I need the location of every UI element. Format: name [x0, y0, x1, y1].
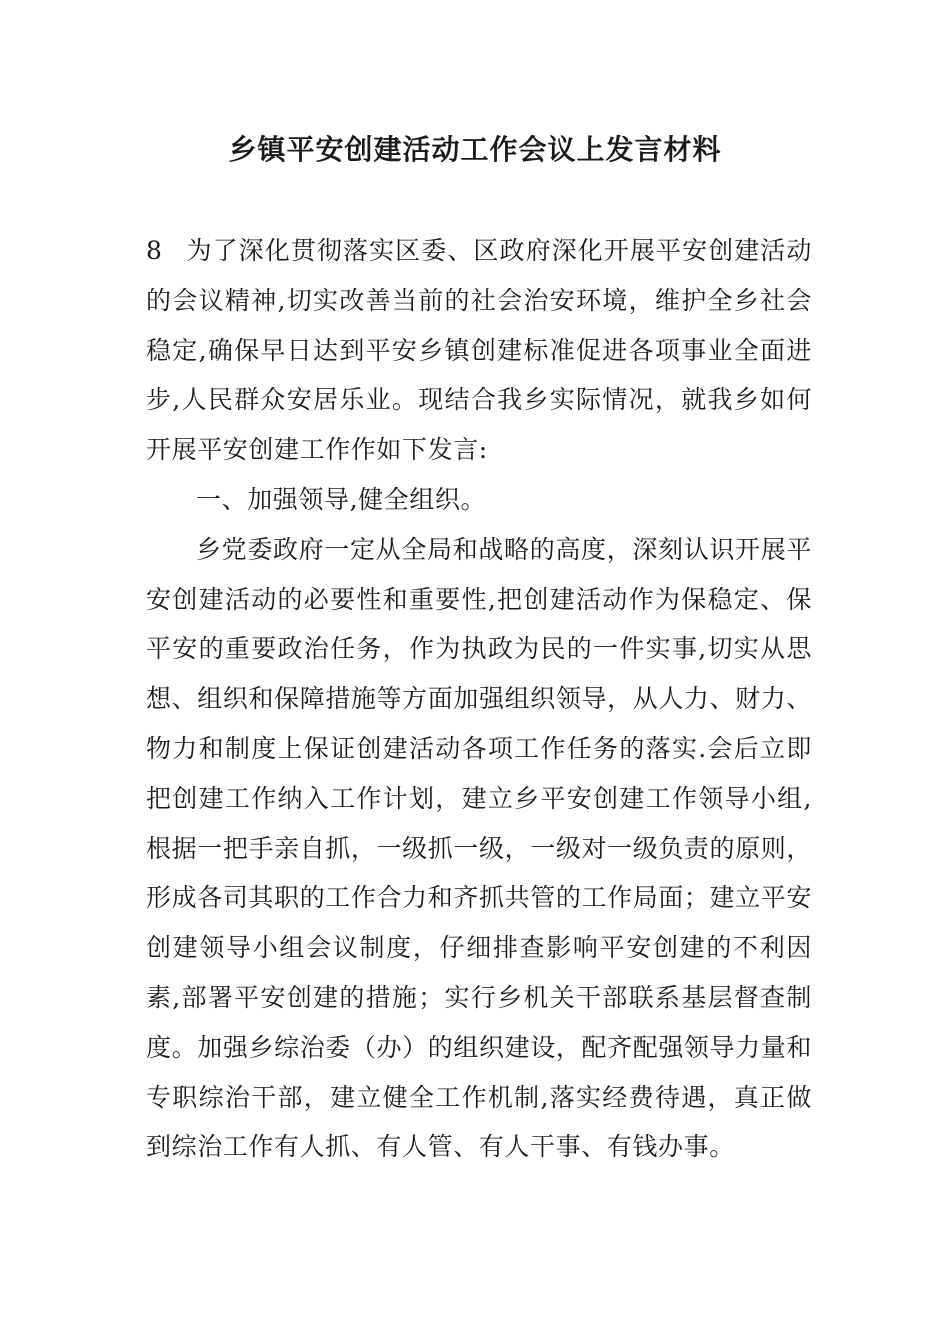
- intro-text: 为了深化贯彻落实区委、区政府深化开展平安创建活动的会议精神,切实改善当前的社会治安环境，维护全乡社会稳定,确保早日达到平安乡镇创建标准促进各项事业全面进步,人民群众安居乐业。现结合我乡实际情况，就我乡如何开展平安创建工作作如下发言:: [146, 236, 812, 465]
- section-1-heading: 一、加强领导,健全组织。: [196, 484, 487, 514]
- intro-paragraph: [146, 226, 812, 475]
- paragraph-number: 8: [146, 236, 163, 265]
- document-title: 乡镇平安创建活动工作会议上发言材料: [228, 133, 722, 166]
- section-1-body: 乡党委政府一定从全局和战略的高度，深刻认识开展平安创建活动的必要性和重要性,把创建活动作为保稳定、保平安的重要政治任务，作为执政为民的一件实事,切实从思想、组织和保障措施等方面加强组织领导，从人力、财力、物力和制度上保证创建活动各项工作任务的落实.会后立即把创建工作纳入工作计划，建立乡平安创建工作领导小组,根据一把手亲自抓，一级抓一级，一级对一级负责的原则，形成各司其职的工作合力和齐抓共管的工作局面；建立平安创建领导小组会议制度，仔细排查影响平安创建的不利因素,部署平安创建的措施；实行乡机关干部联系基层督查制度。加强乡综治委（办）的组织建设，配齐配强领导力量和专职综治干部，建立健全工作机制,落实经费待遇，真正做到综治工作有人抓、有人管、有人干事、有钱办事。: [146, 534, 812, 1162]
- document-body: [146, 226, 812, 1172]
